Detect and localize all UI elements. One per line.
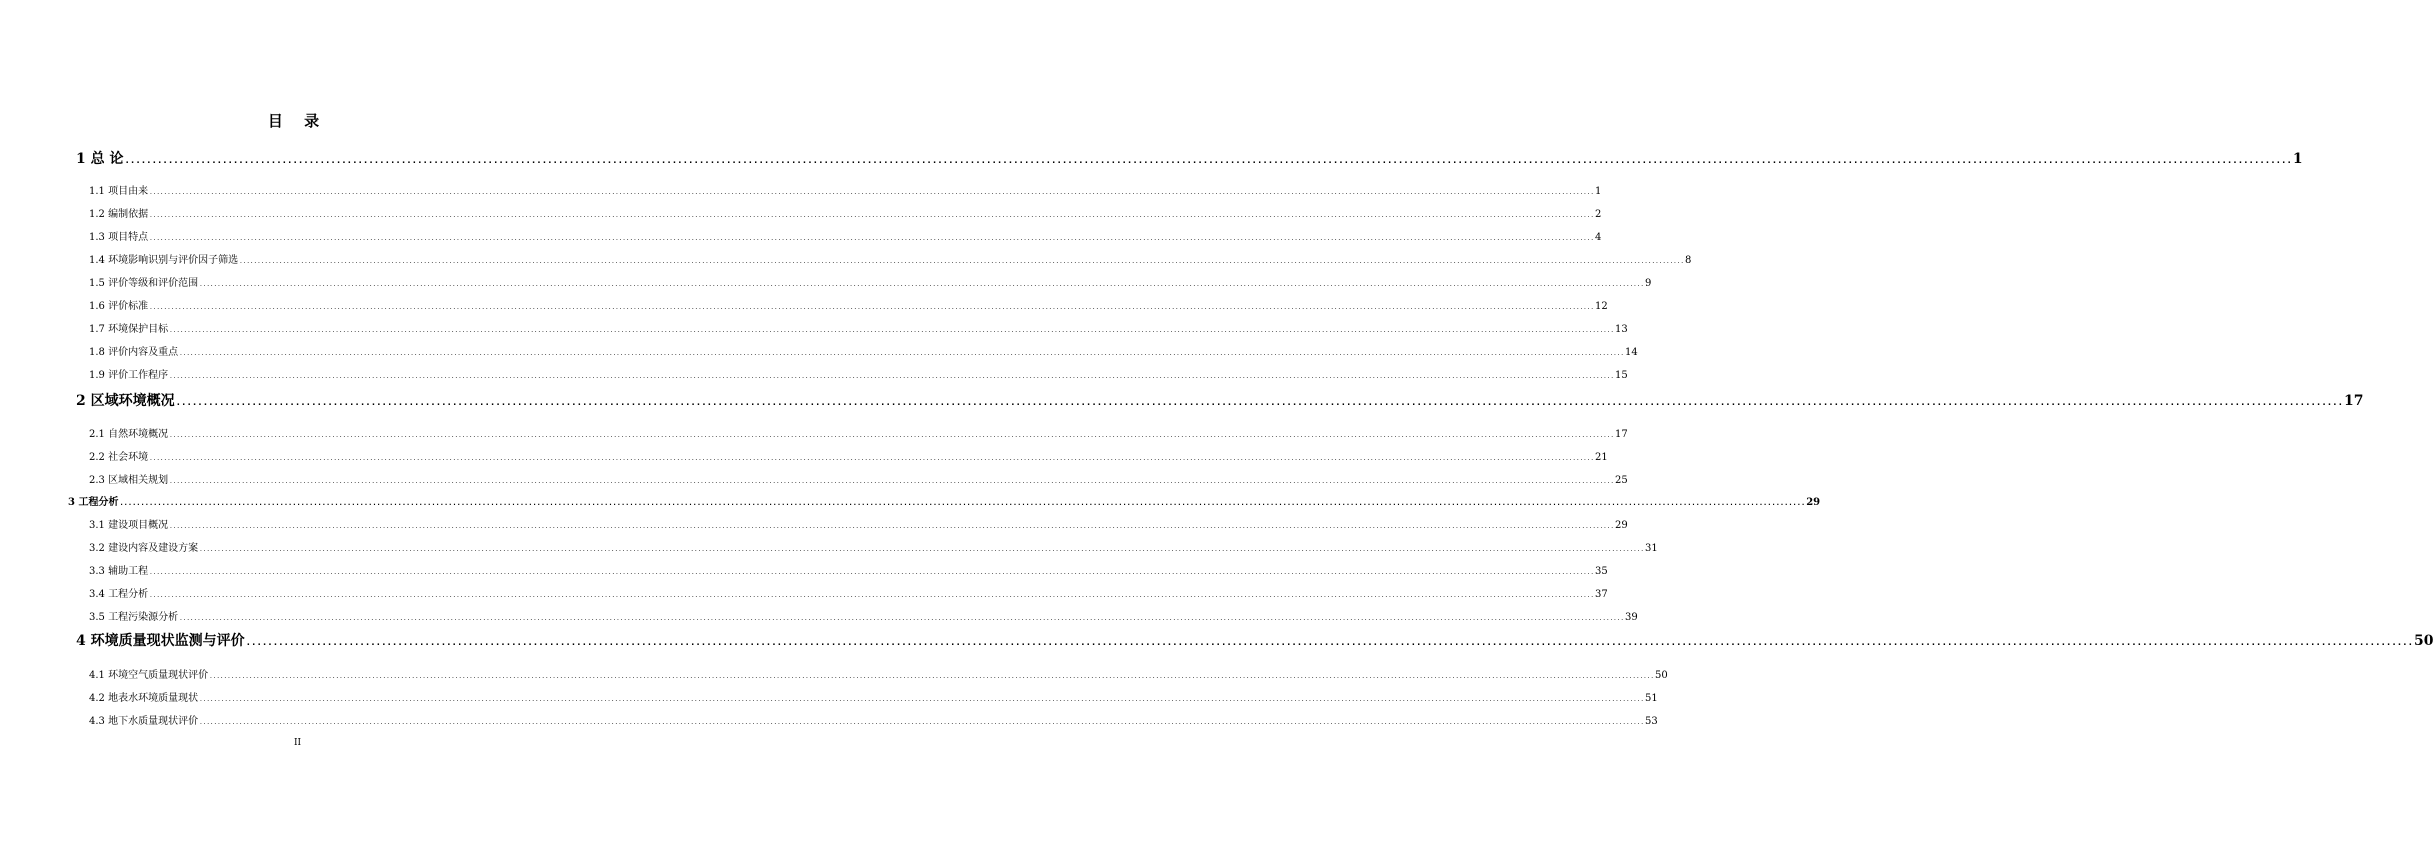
toc-entry-label: 3.2 建设内容及建设方案	[89, 543, 199, 554]
toc-entry[interactable]	[89, 366, 1628, 381]
toc-entry[interactable]	[89, 712, 1658, 727]
toc-entry-page: 2	[1595, 209, 1602, 220]
toc-leader-dots: ................................................................................................................................................................................................................................................................................................................................................................................................................	[199, 546, 1645, 553]
toc-entry-label: 3.1 建设项目概况	[89, 520, 169, 531]
toc-entry[interactable]	[89, 343, 1638, 358]
toc-leader-dots: ................................................................................................................................................................................................................................................................................................................................................................................................................	[119, 499, 1806, 507]
toc-entry[interactable]	[76, 390, 2364, 410]
toc-leader-dots: ................................................................................................................................................................................................................................................................................................................................................................................................................	[209, 673, 1655, 680]
toc-leader-dots: ................................................................................................................................................................................................................................................................................................................................................................................................................	[179, 615, 1625, 622]
toc-entry[interactable]	[89, 448, 1608, 463]
toc-entry[interactable]	[89, 297, 1608, 312]
toc-entry-label: 1.5 评价等级和评价范围	[89, 278, 199, 289]
toc-leader-dots: ................................................................................................................................................................................................................................................................................................................................................................................................................	[245, 638, 2414, 648]
toc-entry-label: 1.4 环境影响识别与评价因子筛选	[89, 255, 239, 266]
toc-entry[interactable]	[89, 516, 1628, 531]
toc-entry-page: 17	[1615, 429, 1628, 440]
toc-leader-dots: ................................................................................................................................................................................................................................................................................................................................................................................................................	[124, 156, 2292, 166]
toc-entry-label: 2.3 区域相关规划	[89, 475, 169, 486]
toc-leader-dots: ................................................................................................................................................................................................................................................................................................................................................................................................................	[149, 592, 1595, 599]
toc-entry-label: 2.2 社会环境	[89, 452, 149, 463]
toc-leader-dots: ................................................................................................................................................................................................................................................................................................................................................................................................................	[149, 569, 1595, 576]
toc-entry[interactable]	[89, 471, 1628, 486]
toc-entry[interactable]	[89, 228, 1602, 243]
toc-leader-dots: ................................................................................................................................................................................................................................................................................................................................................................................................................	[169, 523, 1615, 530]
toc-entry[interactable]	[89, 320, 1628, 335]
toc-entry[interactable]	[89, 562, 1608, 577]
toc-leader-dots: ................................................................................................................................................................................................................................................................................................................................................................................................................	[169, 327, 1615, 334]
toc-entry[interactable]	[89, 205, 1602, 220]
toc-entry[interactable]	[68, 493, 1821, 508]
toc-entry[interactable]	[76, 148, 2303, 168]
toc-leader-dots: ................................................................................................................................................................................................................................................................................................................................................................................................................	[169, 373, 1615, 380]
toc-entry-page: 4	[1595, 232, 1602, 243]
toc-entry[interactable]	[89, 425, 1628, 440]
toc-entry-label: 1.6 评价标准	[89, 301, 149, 312]
toc-entry-page: 53	[1645, 716, 1658, 727]
toc-leader-dots: ................................................................................................................................................................................................................................................................................................................................................................................................................	[149, 212, 1595, 219]
toc-entry-page: 37	[1595, 589, 1608, 600]
page-number: II	[293, 738, 302, 748]
toc-leader-dots: ................................................................................................................................................................................................................................................................................................................................................................................................................	[149, 455, 1595, 462]
toc-leader-dots: ................................................................................................................................................................................................................................................................................................................................................................................................................	[149, 189, 1595, 196]
toc-entry[interactable]	[76, 630, 2434, 650]
toc-entry-label: 4.1 环境空气质量现状评价	[89, 670, 209, 681]
toc-entry[interactable]	[89, 182, 1602, 197]
toc-entry[interactable]	[89, 608, 1638, 623]
toc-entry-page: 9	[1645, 278, 1652, 289]
toc-entry-label: 1.7 环境保护目标	[89, 324, 169, 335]
toc-entry[interactable]	[89, 585, 1608, 600]
toc-leader-dots: ................................................................................................................................................................................................................................................................................................................................................................................................................	[179, 350, 1625, 357]
toc-entry-page: 51	[1645, 693, 1658, 704]
toc-entry-page: 50	[1655, 670, 1668, 681]
toc-entry-label: 3.5 工程污染源分析	[89, 612, 179, 623]
toc-entry-page: 14	[1625, 347, 1638, 358]
toc-entry-page: 8	[1685, 255, 1692, 266]
toc-leader-dots: ................................................................................................................................................................................................................................................................................................................................................................................................................	[199, 719, 1645, 726]
toc-entry-label: 1.2 编制依据	[89, 209, 149, 220]
toc-entry-page: 17	[2344, 393, 2364, 409]
toc-leader-dots: ................................................................................................................................................................................................................................................................................................................................................................................................................	[239, 258, 1685, 265]
toc-entry-page: 21	[1595, 452, 1608, 463]
page-title: 目 录	[267, 112, 328, 130]
toc-entry-label: 4.2 地表水环境质量现状	[89, 693, 199, 704]
toc-entry[interactable]	[89, 274, 1652, 289]
toc-entry-label: 2.1 自然环境概况	[89, 429, 169, 440]
toc-leader-dots: ................................................................................................................................................................................................................................................................................................................................................................................................................	[149, 304, 1595, 311]
toc-entry-label: 3.3 辅助工程	[89, 566, 149, 577]
toc-entry-label: 1.8 评价内容及重点	[89, 347, 179, 358]
toc-entry-label: 3.4 工程分析	[89, 589, 149, 600]
toc-entry[interactable]	[89, 251, 1692, 266]
toc-entry-page: 15	[1615, 370, 1628, 381]
toc-entry[interactable]	[89, 666, 1668, 681]
toc-entry-page: 12	[1595, 301, 1608, 312]
toc-entry-page: 39	[1625, 612, 1638, 623]
toc-entry-page: 1	[2292, 151, 2303, 167]
toc-entry-label: 1.3 项目特点	[89, 232, 149, 243]
toc-leader-dots: ................................................................................................................................................................................................................................................................................................................................................................................................................	[175, 398, 2344, 408]
toc-entry-label: 1.9 评价工作程序	[89, 370, 169, 381]
toc-leader-dots: ................................................................................................................................................................................................................................................................................................................................................................................................................	[199, 281, 1645, 288]
toc-entry-label: 4.3 地下水质量现状评价	[89, 716, 199, 727]
toc-entry-label: 1.1 项目由来	[89, 186, 149, 197]
toc-entry-label: 3 工程分析	[68, 497, 119, 508]
toc-entry-label: 1 总 论	[76, 151, 124, 167]
toc-entry-page: 13	[1615, 324, 1628, 335]
toc-leader-dots: ................................................................................................................................................................................................................................................................................................................................................................................................................	[149, 235, 1595, 242]
toc-entry-label: 4 环境质量现状监测与评价	[76, 633, 245, 649]
toc-entry-page: 25	[1615, 475, 1628, 486]
toc-leader-dots: ................................................................................................................................................................................................................................................................................................................................................................................................................	[169, 478, 1615, 485]
toc-entry-page: 1	[1595, 186, 1602, 197]
toc-leader-dots: ................................................................................................................................................................................................................................................................................................................................................................................................................	[169, 432, 1615, 439]
toc-leader-dots: ................................................................................................................................................................................................................................................................................................................................................................................................................	[199, 696, 1645, 703]
toc-entry-page: 29	[1806, 497, 1821, 508]
toc-entry-page: 31	[1645, 543, 1658, 554]
toc-entry[interactable]	[89, 539, 1658, 554]
toc-entry-page: 50	[2414, 633, 2434, 649]
toc-entry-page: 29	[1615, 520, 1628, 531]
toc-entry-label: 2 区域环境概况	[76, 393, 175, 409]
toc-entry-page: 35	[1595, 566, 1608, 577]
toc-entry[interactable]	[89, 689, 1658, 704]
